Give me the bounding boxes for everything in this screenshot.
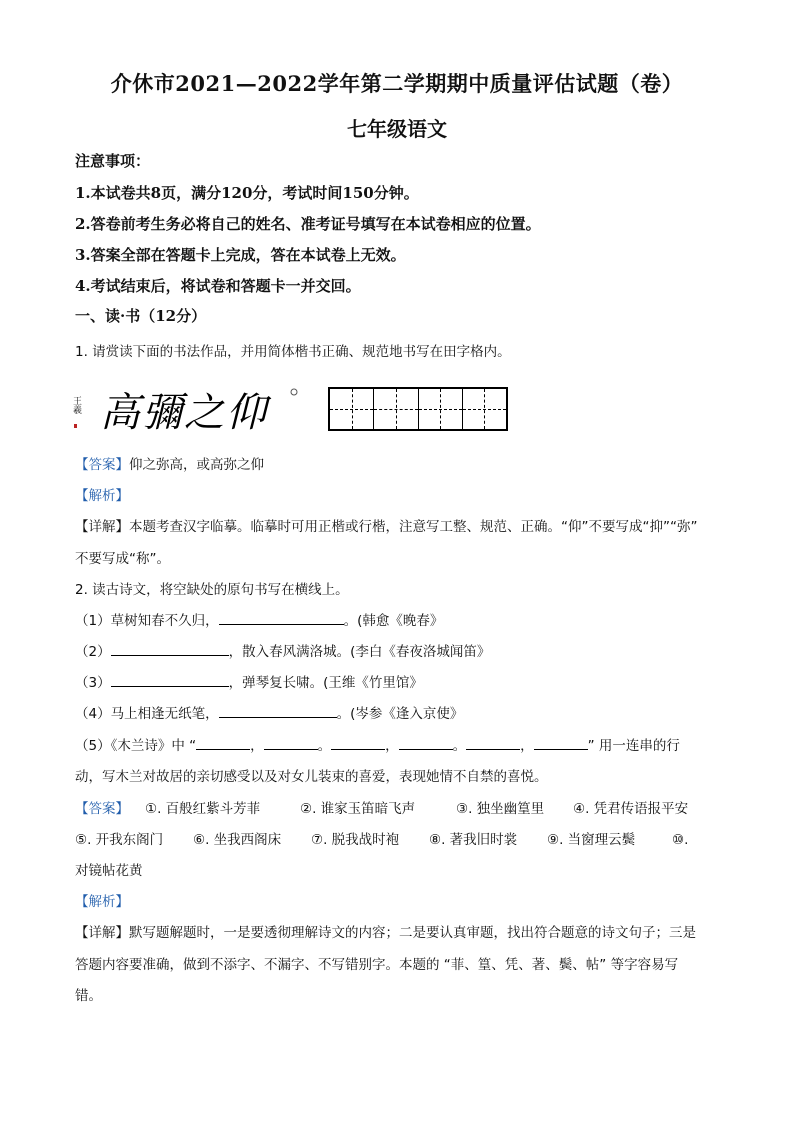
detail-tag: 【详解】 (75, 925, 129, 941)
q2-answer: ③. 独坐幽篁里 (456, 801, 545, 817)
grid-cell (463, 389, 506, 429)
exam-title: 介休市2021—2022学年第二学期期中质量评估试题（卷） (110, 71, 684, 96)
q2-analysis-tag: 【解析】 (75, 894, 129, 910)
tianzige-grid (328, 387, 508, 431)
notice-item: 3.答案全部在答题卡上完成，答在本试卷上无效。 (75, 246, 406, 264)
q2-detail-line (75, 921, 696, 941)
calligraphy-artwork (72, 378, 302, 438)
q2-detail-line-2: 答题内容要准确，做到不添字、不漏字、不写错别字。本题的 “菲、篁、凭、著、鬓、帖” 等字容易写 (75, 957, 679, 973)
grid-cell (330, 389, 374, 429)
exam-subtitle: 七年级语文 (347, 117, 447, 141)
q2-answer: ①. 百般红紫斗芳菲 (145, 801, 261, 817)
q2-answer-row-2 (75, 828, 688, 848)
calligraphy-seal-text: 王羲 (72, 396, 81, 414)
q2-item-prefix: （4）马上相逢无纸笔， (75, 706, 219, 722)
q2-item-suffix: 。(岑参《逢入京使》 (336, 706, 464, 722)
q1-detail-text: 本题考查汉字临摹。临摹时可用正楷或行楷，注意写工整、规范、正确。“仰”不要写成“抑”“弥” (129, 519, 698, 535)
fill-blank (219, 610, 344, 625)
seal-mark (74, 424, 77, 428)
q2-item-suffix: ，弹琴复长啸。(王维《竹里馆》 (228, 675, 423, 691)
fill-blank (264, 735, 318, 750)
fill-blank (196, 735, 250, 750)
q2-answer: ②. 谁家玉笛暗飞声 (300, 801, 416, 817)
q2-item-prefix: （1）草树知春不久归， (75, 613, 219, 629)
q1-answer-line (75, 453, 264, 473)
q2-item-5-line-2: 动，写木兰对故居的亲切感受以及对女儿装束的喜爱，表现她情不自禁的喜悦。 (75, 769, 548, 785)
q2-answer-row-1 (75, 797, 688, 817)
notice-heading: 注意事项： (75, 152, 151, 170)
q2-answer: ⑩. (672, 832, 689, 848)
q2-answer: ⑤. 开我东阁门 (75, 832, 164, 848)
q2-answer: ⑦. 脱我战时袍 (311, 832, 400, 848)
fill-blank (219, 703, 337, 718)
q2-answer: ⑥. 坐我西阁床 (193, 832, 282, 848)
q1-analysis-tag: 【解析】 (75, 488, 129, 504)
q2-item-4 (75, 702, 463, 722)
grid-cell (374, 389, 418, 429)
q2-item-1 (75, 609, 443, 629)
q2-item-prefix: （3） (75, 675, 111, 691)
calligraphy-image (72, 378, 302, 438)
notice-item: 2.答卷前考生务必将自己的姓名、准考证号填写在本试卷相应的位置。 (75, 215, 541, 233)
fill-blank (111, 641, 229, 656)
q2-item-2 (75, 640, 490, 660)
q2-item-suffix: ，散入春风满洛城。(李白《春夜洛城闻笛》 (228, 644, 491, 660)
q2-answer: ④. 凭君传语报平安 (573, 801, 689, 817)
q2-item-prefix: （2） (75, 644, 111, 660)
q2-item-5: （5）《木兰诗》中 “ ， 。 ， 。 ， ” 用一连串的行 (75, 734, 680, 754)
q1-detail-line (75, 515, 697, 535)
answer-tag: 【答案】 (75, 457, 129, 473)
fill-blank (466, 735, 520, 750)
fill-blank (111, 672, 229, 687)
calligraphy-main-text: 高彌之仰 (100, 390, 268, 436)
q2-item-suffix: ” 用一连串的行 (587, 738, 680, 754)
notice-item: 4.考试结束后，将试卷和答题卡一并交回。 (75, 277, 361, 295)
section-heading: 一、读·书（12分） (75, 307, 207, 325)
answer-tag: 【答案】 (75, 801, 129, 817)
q2-answer-row-3: 对镜帖花黄 (75, 863, 143, 879)
q2-item-prefix: （5）《木兰诗》中 “ (75, 738, 197, 754)
q1-answer: 仰之弥高，或高弥之仰 (129, 457, 264, 473)
q1-detail-line-2: 不要写成“称”。 (75, 551, 170, 567)
ink-dot (291, 389, 297, 395)
notice-item: 1.本试卷共8页，满分120分，考试时间150分钟。 (75, 184, 419, 202)
question-2-text: 2. 读古诗文，将空缺处的原句书写在横线上。 (75, 582, 349, 598)
q2-detail-line-3: 错。 (75, 988, 102, 1004)
q2-detail-text: 默写题解题时，一是要透彻理解诗文的内容；二是要认真审题，找出符合题意的诗文句子；三是 (129, 925, 696, 941)
fill-blank (399, 735, 453, 750)
q2-item-suffix: 。(韩愈《晚春》 (343, 613, 444, 629)
fill-blank (534, 735, 588, 750)
q2-answer: ⑧. 著我旧时裳 (429, 832, 518, 848)
detail-tag: 【详解】 (75, 519, 129, 535)
q2-answer: ⑨. 当窗理云鬓 (547, 832, 636, 848)
fill-blank (331, 735, 385, 750)
q2-item-3 (75, 671, 423, 691)
grid-cell (419, 389, 463, 429)
question-1-text: 1. 请赏读下面的书法作品，并用简体楷书正确、规范地书写在田字格内。 (75, 344, 511, 360)
